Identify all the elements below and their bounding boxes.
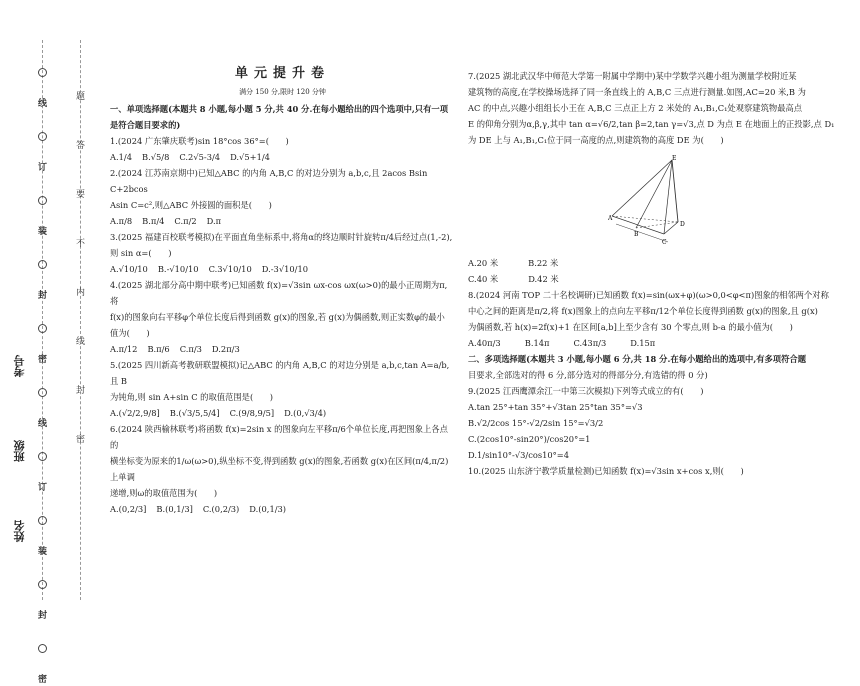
option: B.√5/8 (141, 152, 170, 162)
option: D.15π (630, 338, 656, 348)
inner-seal-text (76, 92, 85, 446)
option: A.π/8 (110, 216, 133, 226)
option: A.(√2/2,9/8] (110, 408, 160, 418)
seal-char: 密 (76, 435, 86, 445)
question-5: 5.(2025 四川新高考教研联盟模拟)记△ABC 的内角 A,B,C 的对边分别是 a,b,c,tan A=a/b,且 B (110, 360, 450, 386)
question-4-cont: 值为( ) (110, 328, 150, 338)
question-7-cont: 为 DE 上与 A₁,B₁,C₁位于同一高度的点,则建筑物的高度 DE 为( ) (468, 135, 724, 145)
name-label: 姓名 (13, 520, 26, 542)
right-column (468, 68, 850, 479)
seal-char: 不 (76, 239, 86, 249)
option: A.(0,2/3] (110, 504, 147, 514)
question-7: 7.(2025 湖北武汉华中师范大学第一附属中学期中)某中学数学兴趣小组为测量学校附近某 (468, 71, 797, 81)
seal-char: 要 (76, 190, 86, 200)
figure-label-d: D (680, 221, 685, 228)
seal-char: 装 (38, 547, 48, 557)
option: A.π/12 (110, 344, 138, 354)
question-9-option-d: D.1/sin10°-√3/cos10°=4 (468, 450, 570, 460)
question-2: 2.(2024 江苏南京期中)已知△ABC 的内角 A,B,C 的对边分别为 a,b,c,且 2acos Bsin C+2bcos (110, 168, 428, 194)
question-5-options (110, 405, 455, 421)
option: A.20 米 (468, 258, 499, 268)
seal-char: 线 (38, 419, 48, 429)
seal-char: 内 (76, 288, 86, 298)
option: B.14π (524, 338, 550, 348)
section-1-heading: 一、单项选择题(本题共 8 小题,每小题 5 分,共 40 分.在每小题给出的四个选项中,只有一项是符合题目要求的) (110, 104, 448, 130)
option: B.22 米 (528, 258, 559, 268)
binding-hole-icon (38, 132, 47, 141)
seal-char: 线 (76, 337, 86, 347)
seal-char: 密 (38, 355, 48, 365)
option: C.2√5-3/4 (179, 152, 221, 162)
option: C.π/3 (179, 344, 202, 354)
left-column (110, 66, 455, 517)
page-title: 单元提升卷 (234, 66, 330, 81)
binding-hole-icon (38, 516, 47, 525)
option: A.1/4 (110, 152, 132, 162)
question-8-options (468, 335, 850, 351)
question-9-option-a: A.tan 25°+tan 35°+√3tan 25°tan 35°=√3 (468, 402, 643, 412)
question-9-option-b: B.√2/2cos 15°-√2/2sin 15°=√3/2 (468, 418, 604, 428)
binding-hole-icon (38, 452, 47, 461)
seal-char: 订 (38, 483, 48, 493)
question-6-cont: 横坐标变为原来的1/ω(ω>0),纵坐标不变,得到函数 g(x)的图象,若函数 g(x)在区间(π/4,π/2)上单调 (110, 456, 449, 482)
question-8-cont: 为偶函数,若 h(x)=2f(x)+1 在区间[a,b]上至少含有 30 个零点,则 b-a 的最小值为( ) (468, 322, 793, 332)
question-3-cont: 则 sin α=( ) (110, 248, 172, 258)
figure-label-e: E (672, 155, 677, 162)
binding-hole-icon (38, 580, 47, 589)
binding-hole-icon (38, 68, 47, 77)
question-7-options-row1 (468, 255, 850, 271)
question-8-cont: 中心之间的距离是π/2,将 f(x)图象上的点向左平移π/12个单位长度得到函数 g(x)的图象,且 g(x) (468, 306, 818, 316)
option: B.π/6 (147, 344, 170, 354)
exam-number-label: 考号 (13, 355, 26, 377)
option: D.(0,1/3) (249, 504, 287, 514)
binding-hole-icon (38, 388, 47, 397)
question-4-options (110, 341, 455, 357)
binding-hole-icon (38, 324, 47, 333)
question-9-option-c: C.(2cos10°-sin20°)/cos20°=1 (468, 434, 591, 444)
question-2-cont: Asin C=c²,则△ABC 外接圆的面积是( ) (110, 200, 272, 210)
seal-char: 密 (38, 675, 48, 685)
figure-label-c: C (662, 239, 667, 246)
building-figure (608, 154, 708, 246)
question-5-cont: 为钝角,则 sin A+sin C 的取值范围是( ) (110, 392, 274, 402)
question-6-cont: 递增,则ω的取值范围为( ) (110, 488, 218, 498)
question-3: 3.(2025 福建百校联考模拟)在平面直角坐标系中,将角α的终边顺时针旋转π/4后经过点(1,-2), (110, 232, 453, 242)
question-3-options (110, 261, 455, 277)
seal-char: 封 (76, 386, 86, 396)
option: C.3√10/10 (208, 264, 252, 274)
option: D.42 米 (528, 274, 559, 284)
page-subtitle: 满分 150 分,限时 120 分钟 (239, 88, 326, 96)
option: D.2π/3 (211, 344, 240, 354)
figure-label-b: B (634, 231, 639, 238)
option: D.√5+1/4 (230, 152, 270, 162)
option: D.-3√10/10 (261, 264, 309, 274)
option: C.(0,2/3) (202, 504, 240, 514)
question-7-cont: 建筑物的高度,在学校操场选择了同一条直线上的 A,B,C 三点进行测量.如图,AC=20 米,B 为 (468, 87, 806, 97)
option: A.√10/10 (110, 264, 148, 274)
option: B.(0,1/3] (156, 504, 193, 514)
section-2-heading: 二、多项选择题(本题共 3 小题,每小题 6 分,共 18 分.在每小题给出的选项中,有多项符合题 (468, 354, 806, 364)
option: C.40 米 (468, 274, 499, 284)
option: C.π/2 (174, 216, 197, 226)
option: B.(√3/5,5/4] (169, 408, 220, 418)
question-8: 8.(2024 河南 TOP 二十名校调研)已知函数 f(x)=sin(ωx+φ)(ω>0,0<φ<π)图象的相邻两个对称 (468, 290, 829, 300)
seal-char: 封 (38, 291, 48, 301)
figure-label-a: A (608, 215, 613, 222)
option: B.-√10/10 (157, 264, 199, 274)
question-4-cont: f(x)的图象向右平移φ个单位长度后得到函数 g(x)的图象,若 g(x)为偶函数,则正实数φ的最小 (110, 312, 445, 322)
seal-char: 订 (38, 163, 48, 173)
option: C.(9/8,9/5] (229, 408, 275, 418)
binding-hole-icon (38, 260, 47, 269)
class-label: 班级 (13, 440, 26, 462)
option: D.(0,√3/4) (284, 408, 327, 418)
binding-hole-icon (38, 644, 47, 653)
question-10: 10.(2025 山东济宁教学质量检测)已知函数 f(x)=√3sin x+cos x,则( ) (468, 466, 744, 476)
question-7-options-row2 (468, 271, 850, 287)
binding-gutter (0, 0, 100, 685)
seal-char: 装 (38, 227, 48, 237)
question-6: 6.(2024 陕西榆林联考)将函数 f(x)=2sin x 的图象向左平移π/6个单位长度,再把图象上各点的 (110, 424, 448, 450)
option: D.π (206, 216, 222, 226)
question-1: 1.(2024 广东肇庆联考)sin 18°cos 36°=( ) (110, 136, 289, 146)
question-7-cont: E 的仰角分别为α,β,γ,其中 tan α=√6/2,tan β=2,tan γ=√3,点 D 为点 E 在地面上的正投影,点 D₁ (468, 119, 835, 129)
outer-seal-markers (38, 68, 47, 686)
section-2-heading-cont: 目要求,全部选对的得 6 分,部分选对的得部分分,有选错的得 0 分) (468, 370, 708, 380)
seal-char: 线 (38, 99, 48, 109)
option: C.43π/3 (573, 338, 607, 348)
option: B.π/4 (142, 216, 165, 226)
seal-char: 封 (38, 611, 48, 621)
question-6-options (110, 501, 455, 517)
question-1-options (110, 149, 455, 165)
seal-char: 题 (76, 92, 86, 102)
question-7-cont: AC 的中点,兴趣小组组长小王在 A,B,C 三点正上方 2 米处的 A₁,B₁,C₁处观察建筑物最高点 (468, 103, 803, 113)
seal-char: 答 (76, 141, 86, 151)
option: A.40π/3 (468, 338, 501, 348)
question-4: 4.(2025 湖北部分高中期中联考)已知函数 f(x)=√3sin ωx-cos ωx(ω>0)的最小正周期为π,将 (110, 280, 448, 306)
question-9: 9.(2025 江西鹰潭余江一中第三次模拟)下列等式成立的有( ) (468, 386, 704, 396)
binding-hole-icon (38, 196, 47, 205)
question-2-options (110, 213, 455, 229)
